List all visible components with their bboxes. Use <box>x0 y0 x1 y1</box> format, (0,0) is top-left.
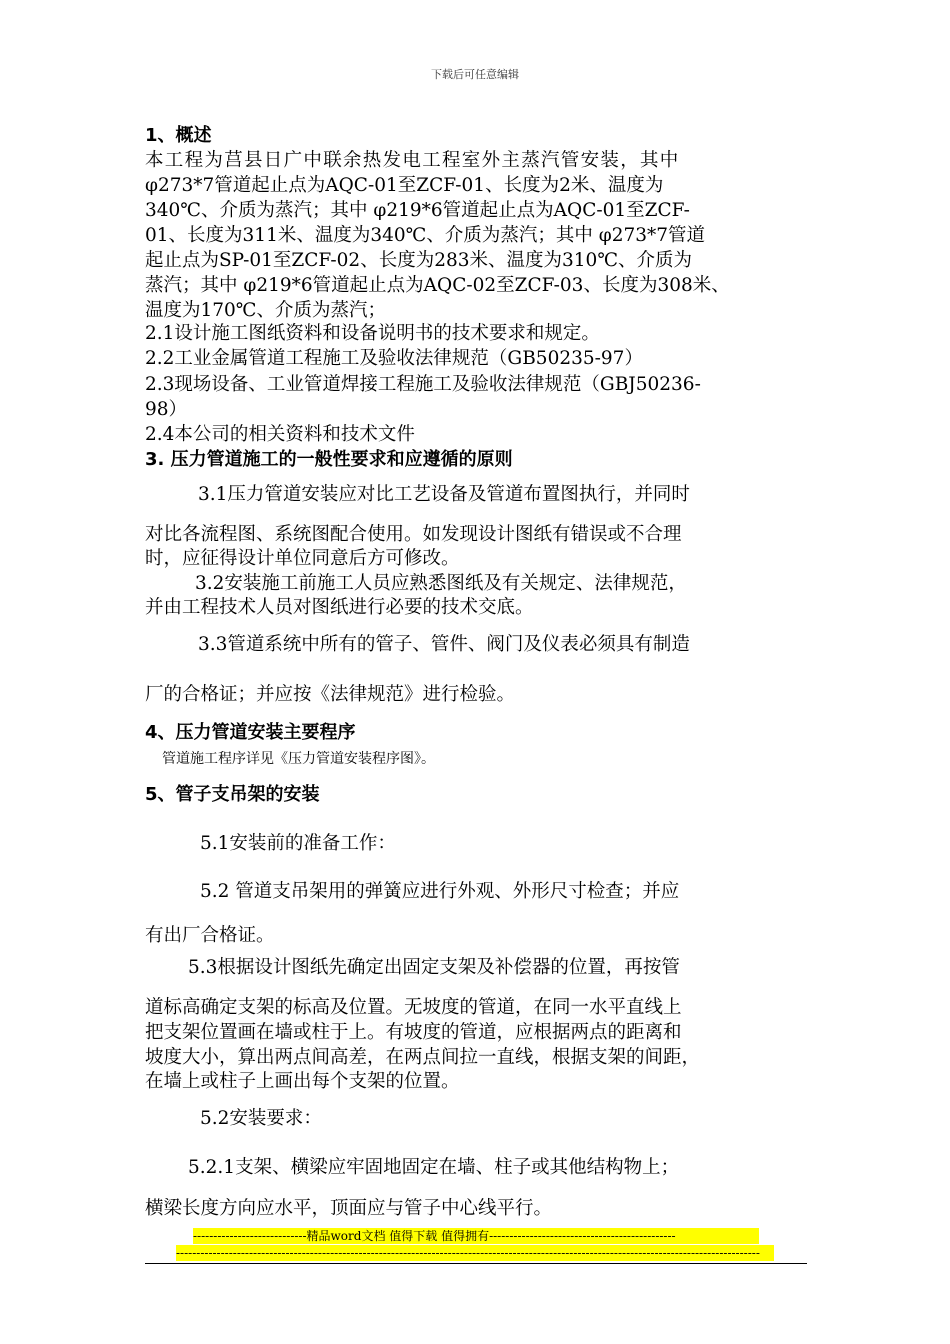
paragraph-line: 3.3管道系统中所有的管子、管件、阀门及仪表必须具有制造 <box>198 634 690 655</box>
paragraph-line: 管道施工程序详见《压力管道安装程序图》。 <box>162 751 435 767</box>
paragraph-line: 3.1压力管道安装应对比工艺设备及管道布置图执行，并同时 <box>198 484 690 505</box>
paragraph-line: 起止点为SP-01至ZCF-02、长度为283米、温度为310℃、介质为 <box>145 250 693 271</box>
paragraph-line: 把支架位置画在墙或柱于上。有坡度的管道，应根据两点的距离和 <box>145 1022 682 1043</box>
list-item: 2.4本公司的相关资料和技术文件 <box>145 424 415 445</box>
paragraph-line: 5.1安装前的准备工作： <box>200 833 396 854</box>
paragraph-line: 蒸汽；其中 φ219*6管道起止点为AQC-02至ZCF-03、长度为308米、 <box>145 275 730 296</box>
footer-banner-dashes: ------------------------------------------------------------------------------------------------------------------------------------------------ <box>176 1245 774 1261</box>
list-item: 98） <box>145 399 188 420</box>
list-item: 2.3现场设备、工业管道焊接工程施工及验收法律规范（GBJ50236- <box>145 374 701 395</box>
page-header: 下载后可任意编辑 <box>431 68 519 81</box>
paragraph-line: 在墙上或柱子上画出每个支架的位置。 <box>145 1071 460 1092</box>
list-item: 2.2工业金属管道工程施工及验收法律规范（GB50235-97） <box>145 348 643 369</box>
paragraph-line: 有出厂合格证。 <box>145 925 275 946</box>
footer-banner: ----------------------------精品word文档 值得下载 值得拥有---------------------------------------------- <box>193 1228 759 1244</box>
paragraph-line: 横梁长度方向应水平，顶面应与管子中心线平行。 <box>145 1198 553 1219</box>
paragraph-line: 时，应征得设计单位同意后方可修改。 <box>145 548 460 569</box>
heading-general-requirements: 3. 压力管道施工的一般性要求和应遵循的原则 <box>145 449 513 470</box>
paragraph-line: 01、长度为311米、温度为340℃、介质为蒸汽；其中 φ273*7管道 <box>145 225 706 246</box>
paragraph-line: 本工程为莒县日广中联余热发电工程室外主蒸汽管安装，其中 <box>145 150 680 171</box>
paragraph-line: 5.3根据设计图纸先确定出固定支架及补偿器的位置，再按管 <box>188 957 680 978</box>
paragraph-line: 5.2安装要求： <box>200 1108 322 1129</box>
heading-pipe-supports: 5、管子支吊架的安装 <box>145 784 320 805</box>
heading-installation-procedure: 4、压力管道安装主要程序 <box>145 722 356 743</box>
paragraph-line: 道标高确定支架的标高及位置。无坡度的管道，在同一水平直线上 <box>145 997 682 1018</box>
paragraph-line: 340℃、介质为蒸汽；其中 φ219*6管道起止点为AQC-01至ZCF- <box>145 200 690 221</box>
list-item: 2.1设计施工图纸资料和设备说明书的技术要求和规定。 <box>145 323 600 344</box>
paragraph-line: 并由工程技术人员对图纸进行必要的技术交底。 <box>145 597 534 618</box>
heading-overview: 1、概述 <box>145 125 212 146</box>
footer-rule <box>145 1263 807 1264</box>
paragraph-line: φ273*7管道起止点为AQC-01至ZCF-01、长度为2米、温度为 <box>145 175 664 196</box>
paragraph-line: 5.2.1支架、横梁应牢固地固定在墙、柱子或其他结构物上； <box>188 1157 680 1178</box>
paragraph-line: 坡度大小，算出两点间高差，在两点间拉一直线，根据支架的间距， <box>145 1047 701 1068</box>
paragraph-line: 对比各流程图、系统图配合使用。如发现设计图纸有错误或不合理 <box>145 524 682 545</box>
paragraph-line: 温度为170℃、介质为蒸汽； <box>145 300 387 321</box>
paragraph-line: 厂的合格证；并应按《法律规范》进行检验。 <box>145 684 516 705</box>
paragraph-line: 5.2 管道支吊架用的弹簧应进行外观、外形尺寸检查；并应 <box>200 881 680 902</box>
paragraph-line: 3.2安装施工前施工人员应熟悉图纸及有关规定、法律规范， <box>195 573 687 594</box>
